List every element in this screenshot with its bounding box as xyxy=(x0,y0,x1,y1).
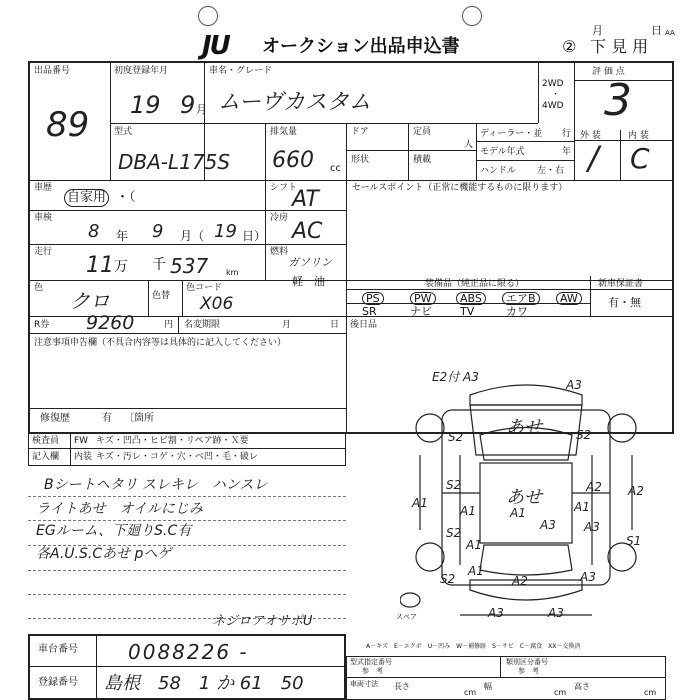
damage-code: A1 xyxy=(466,538,482,552)
width-cm: cm xyxy=(554,688,567,697)
remark-line-5 xyxy=(28,594,346,595)
type-designation-label: 型式指定番号 xyxy=(350,658,392,666)
col-line-dealer xyxy=(476,123,477,180)
shift-value: AT xyxy=(292,187,319,212)
shape-label: 形状 xyxy=(351,155,370,165)
naiso-label: 内装 xyxy=(74,452,93,462)
sales-point-label: セールスポイント（正常に機能するものに限ります） xyxy=(352,183,568,193)
length-label: 長さ xyxy=(394,682,410,691)
col-line-lot xyxy=(110,61,111,180)
aftermarket-label: 後日品 xyxy=(350,320,378,330)
damage-code: S2 xyxy=(448,430,464,444)
damage-code: A3 xyxy=(488,606,504,620)
color-value: クロ xyxy=(70,289,110,313)
yen-label: 円 xyxy=(164,320,174,330)
displacement-value: 660 xyxy=(272,148,314,173)
form-title: オークション出品申込書 xyxy=(262,36,460,57)
inspect-day-unit: 日） xyxy=(242,229,267,243)
inspection-label: 車検 xyxy=(34,213,53,223)
notes-label: 注意事項申告欄（不具合内容等は具体的に記入してください） xyxy=(34,338,287,348)
damage-code: A3 xyxy=(580,570,596,584)
damage-code: A3 xyxy=(548,606,564,620)
equipment-item: エアB xyxy=(502,292,540,305)
category-label: 類別区分番号 xyxy=(506,658,548,666)
reg-month-unit: 月 xyxy=(196,103,207,116)
handle-label: ハンドル xyxy=(480,166,517,176)
wd4-label: 4WD xyxy=(542,101,564,111)
row-line-4 xyxy=(28,244,346,245)
car-name-value: ムーヴカスタム xyxy=(218,90,371,115)
mileage-man-value: 11 xyxy=(86,253,114,278)
lot-no-label: 出品番号 xyxy=(34,66,71,76)
damage-code: S2 xyxy=(576,428,592,442)
model-value: DBA-L175S xyxy=(118,150,231,174)
rear-window xyxy=(480,545,572,575)
handle-lr: 左・右 xyxy=(537,166,565,176)
mileage-sen-unit: 千 xyxy=(152,257,166,273)
wheel-front-right xyxy=(608,414,636,442)
legend-text: A－キズ E－エクボ U－凹み W－補修跡 S－サビ C－腐食 XX－交換済 xyxy=(366,643,581,650)
mileage-man-unit: 万 xyxy=(114,259,128,275)
damage-code: A3 xyxy=(584,520,600,534)
color-divider-1 xyxy=(148,280,149,316)
light-oil-label: 軽 油 xyxy=(292,275,325,288)
equipment-item: PS xyxy=(362,292,384,305)
wd-dot: ・ xyxy=(551,90,561,100)
color-code-label: 色コード xyxy=(186,283,223,293)
col-line-score xyxy=(574,61,575,180)
category-ref: 参 考 xyxy=(518,667,539,675)
equipment-label: 装備品（純正品に限る） xyxy=(425,279,525,289)
remark-4: 各A.U.S.Cあせ pヘゲ xyxy=(36,546,172,562)
transfer-month: 月 xyxy=(282,320,292,330)
length-cm: cm xyxy=(464,688,477,697)
model-label: 型式 xyxy=(114,127,133,137)
equipment-item: AW xyxy=(556,292,582,305)
equipment-item: ナビ xyxy=(410,305,432,318)
header-day-suffix: AA xyxy=(665,29,675,37)
shift-label: シフト xyxy=(270,183,298,193)
inspect-month-unit: 月（ xyxy=(180,229,205,243)
ju-logo: JU xyxy=(202,31,229,61)
interior-label: 内 装 xyxy=(628,131,649,141)
warranty-divider xyxy=(590,276,591,316)
damage-code: A2 xyxy=(512,574,528,588)
width-label: 幅 xyxy=(484,682,492,691)
header-month-label: 月 xyxy=(592,24,603,37)
person-label: 人 xyxy=(464,140,474,150)
ext-grade-value: / xyxy=(588,139,599,177)
lot-no-value: 89 xyxy=(46,105,90,145)
spare-tire xyxy=(400,593,420,607)
round-number: ② xyxy=(562,37,577,56)
chassis-label: 車台番号 xyxy=(38,644,78,655)
remark-2: ライトあせ オイルにじみ xyxy=(36,501,203,517)
damage-code: A1 xyxy=(460,504,476,518)
ref-divider xyxy=(500,656,501,677)
height-cm: cm xyxy=(644,688,657,697)
aircon-value: AC xyxy=(292,219,323,244)
inspector-mid xyxy=(28,448,346,449)
inspector-label: 検査員 xyxy=(32,436,60,446)
col-line-cap xyxy=(408,123,409,180)
mileage-label: 走行 xyxy=(34,247,53,257)
model-year-label: モデル年式 xyxy=(480,147,525,157)
score-value: 3 xyxy=(604,75,632,126)
wheel-front-left xyxy=(416,414,444,442)
row-line-5 xyxy=(28,280,674,281)
punch-hole-right xyxy=(462,6,482,26)
color-divider-2 xyxy=(182,280,183,316)
remark-1: Bシートヘタリ スレキレ ハンスレ xyxy=(44,477,268,493)
transfer-label: 名変期限 xyxy=(184,320,221,330)
rken-divider xyxy=(178,316,179,333)
col-line-door xyxy=(346,123,347,434)
first-reg-label: 初度登録年月 xyxy=(114,66,169,76)
damage-body: あせ xyxy=(506,487,542,508)
shape-line xyxy=(346,150,476,151)
reg-no-value: 島根 58 1 か 61 50 xyxy=(104,673,304,694)
preview-label: 下 見 用 xyxy=(590,37,649,56)
damage-code: A2 xyxy=(586,480,602,494)
ext-int-divider xyxy=(620,130,621,180)
r-ken-value: 9260 xyxy=(86,312,135,334)
dealer-label: ディーラー・並 xyxy=(480,129,543,139)
exterior-label: 外 装 xyxy=(580,131,601,141)
remark-line-4 xyxy=(28,570,346,571)
damage-code: A1 xyxy=(574,500,590,514)
fw-items: キズ・凹凸・ヒビ割・リペア跡・Ｘ要 xyxy=(96,436,249,446)
load-label: 積載 xyxy=(413,155,432,165)
reg-year-value: 19 xyxy=(130,91,161,119)
damage-roof: あせ xyxy=(506,417,542,438)
dealer-ko: 行 xyxy=(562,129,572,139)
row-line-1 xyxy=(110,123,538,124)
history-rest: ・（ xyxy=(116,190,136,205)
wd2-label: 2WD xyxy=(542,79,564,89)
warranty-yn: 有・無 xyxy=(608,296,641,309)
damage-code: A1 xyxy=(412,496,428,510)
reg-no-label: 登録番号 xyxy=(38,677,78,688)
height-label: 高さ xyxy=(574,682,590,691)
remark-line-2 xyxy=(28,520,346,521)
inspect-year-value: 8 xyxy=(88,221,100,242)
ref-mid xyxy=(346,677,666,678)
warranty-label: 新車保証書 xyxy=(598,279,644,289)
damage-code: S2 xyxy=(440,572,456,586)
diagram-note: ネジロアオサポU xyxy=(212,614,313,629)
model-year-unit: 年 xyxy=(562,147,572,157)
history-jikayo: 自家用 xyxy=(64,189,109,207)
remark-line-1 xyxy=(28,496,346,497)
dealer-line-1 xyxy=(476,141,574,142)
equipment-item: PW xyxy=(410,292,436,305)
reg-month-value: 9 xyxy=(180,91,196,119)
col-line-wd xyxy=(538,61,539,123)
capacity-label: 定員 xyxy=(413,127,432,137)
col-line-disp xyxy=(265,123,266,180)
color-code-value: X06 xyxy=(200,294,234,314)
damage-code: A1 xyxy=(468,564,484,578)
equip-line xyxy=(346,289,674,290)
color-change-label: 色替 xyxy=(152,291,171,301)
history-label: 車歴 xyxy=(34,183,53,193)
color-label: 色 xyxy=(34,283,44,293)
wheel-rear-left xyxy=(416,543,444,571)
inspect-year-unit: 年 xyxy=(116,229,129,243)
damage-top: E2付 A3 xyxy=(432,370,479,384)
mileage-rest-value: 537 xyxy=(170,254,209,278)
bottom-mid xyxy=(28,666,346,667)
entry-label: 記入欄 xyxy=(32,452,60,462)
remark-3: EGルーム、下廻りS.C有 xyxy=(36,523,192,539)
row-line-7 xyxy=(28,333,346,334)
aircon-label: 冷房 xyxy=(270,213,289,223)
damage-code: S2 xyxy=(446,478,462,492)
equipment-item: ABS xyxy=(456,292,486,305)
fuel-label: 燃料 xyxy=(270,247,289,257)
displacement-label: 排気量 xyxy=(270,127,298,137)
spare-label: スペア xyxy=(396,613,417,621)
damage-code: S1 xyxy=(626,534,642,548)
type-designation-ref: 参 考 xyxy=(362,667,383,675)
damage-code: A1 xyxy=(510,506,526,520)
door-label: ドア xyxy=(351,127,369,137)
damage-top-right: A3 xyxy=(566,378,582,392)
cc-label: cc xyxy=(330,163,341,174)
equipment-item: カワ xyxy=(506,305,528,318)
repair-place: 〔箇所 xyxy=(124,413,154,424)
equipment-item: SR xyxy=(362,305,377,318)
km-unit: km xyxy=(226,268,239,277)
row-line-2 xyxy=(28,180,674,181)
repair-label: 修復歴 xyxy=(40,413,70,424)
r-ken-label: R券 xyxy=(34,320,50,330)
fw-label: FW xyxy=(74,436,89,446)
repair-line xyxy=(28,408,346,409)
inspect-month-value: 9 xyxy=(152,221,164,242)
car-dims-label: 車両寸法 xyxy=(350,680,378,688)
inspector-divider xyxy=(70,432,71,466)
bottom-divider xyxy=(96,634,97,700)
int-grade-value: C xyxy=(630,142,650,175)
score-label: 評 価 点 xyxy=(592,67,625,77)
equipment-item: TV xyxy=(460,305,475,318)
damage-code: A2 xyxy=(628,484,644,498)
punch-hole-left xyxy=(198,6,218,26)
transfer-day: 日 xyxy=(330,320,340,330)
repair-yes: 有 xyxy=(102,413,112,424)
header-day-label: 日 xyxy=(651,24,662,37)
car-name-label: 車名・グレード xyxy=(209,66,273,76)
dealer-line-2 xyxy=(476,160,574,161)
naiso-items: キズ・汚レ・コゲ・穴・ベ凹・毛・破レ xyxy=(96,452,258,462)
damage-code: A3 xyxy=(540,518,556,532)
fuel-value: ガソリン xyxy=(288,256,332,269)
inspect-day-value: 19 xyxy=(214,221,237,242)
damage-code: S2 xyxy=(446,526,462,540)
chassis-value: 0088226 - xyxy=(128,640,249,664)
